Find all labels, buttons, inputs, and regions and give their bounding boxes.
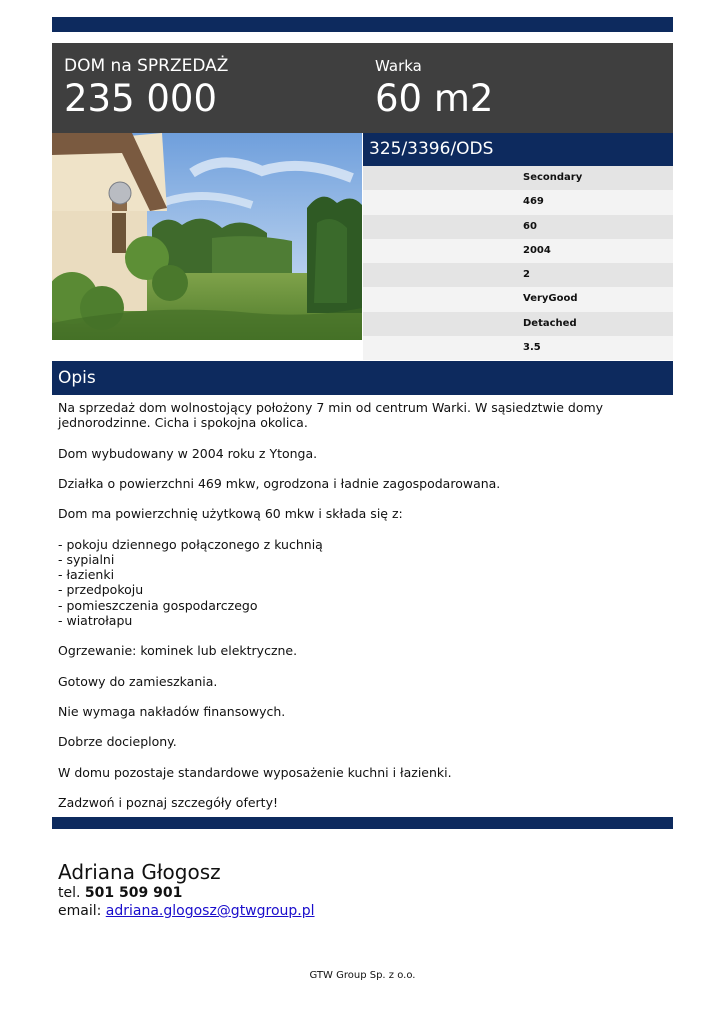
spec-row-value: 3.5: [363, 336, 673, 360]
room-item: - wiatrołapu: [58, 612, 133, 628]
room-item: - łazienki: [58, 567, 115, 583]
description-paragraph: Dobrze docieplony.: [58, 734, 177, 750]
bottom-accent-bar: [52, 817, 673, 829]
description-paragraph: Nie wymaga nakładów finansowych.: [58, 703, 286, 719]
listing-reference: 325/3396/ODS: [363, 133, 673, 166]
email-label: email:: [58, 903, 102, 919]
description-body: [58, 400, 658, 826]
phone-number: 501 509 901: [84, 885, 183, 901]
description-paragraph: W domu pozostaje standardowe wyposażenie kuchni i łazienki.: [58, 764, 452, 780]
listing-header: [52, 43, 673, 133]
description-paragraph: Dom ma powierzchnię użytkową 60 mkw i składa się z:: [58, 506, 403, 522]
area-value: 60 m2: [375, 77, 494, 120]
city-label: Warka: [375, 57, 422, 75]
header-left: [64, 55, 228, 121]
description-paragraph: Zadzwoń i poznaj szczegóły oferty!: [58, 795, 278, 811]
description-paragraph: Dom wybudowany w 2004 roku z Ytonga.: [58, 445, 318, 461]
spec-row-building-type: Detached: [363, 312, 673, 336]
room-item: - przedpokoju: [58, 582, 144, 598]
spec-row-rooms: 2: [363, 263, 673, 287]
footer-company: GTW Group Sp. z o.o.: [309, 970, 416, 981]
property-type-label: DOM na SPRZEDAŻ: [64, 56, 229, 76]
description-paragraph: Działka o powierzchni 469 mkw, ogrodzona i ładnie zagospodarowana.: [58, 475, 501, 491]
price-value: 235 000: [64, 77, 218, 120]
spec-row-floor-area: 60: [363, 215, 673, 239]
rooms-list: [58, 537, 658, 628]
room-item: - pokoju dziennego połączonego z kuchnią: [58, 536, 323, 552]
phone-label: tel.: [58, 885, 81, 901]
description-paragraph: Na sprzedaż dom wolnostojący położony 7 min od centrum Warki. W sąsiedztwie domy jednorodzinne. Cicha i spokojna okolica.: [58, 400, 604, 431]
description-paragraph: Gotowy do zamieszkania.: [58, 673, 218, 689]
header-right: [375, 55, 493, 121]
spec-row-year-built: 2004: [363, 239, 673, 263]
property-photo: [52, 133, 362, 340]
spec-row-market: Secondary: [363, 166, 673, 190]
description-paragraph: Ogrzewanie: kominek lub elektryczne.: [58, 643, 298, 659]
agent-email-line: [58, 902, 315, 920]
room-item: - pomieszczenia gospodarczego: [58, 597, 258, 613]
agent-contact: [58, 860, 315, 920]
room-item: - sypialni: [58, 551, 115, 567]
top-accent-bar: [52, 17, 673, 32]
description-heading: Opis: [52, 361, 673, 395]
email-link[interactable]: adriana.glogosz@gtwgroup.pl: [105, 903, 315, 919]
spec-row-condition: VeryGood: [363, 287, 673, 311]
specs-table: [363, 166, 673, 360]
agent-name: Adriana Głogosz: [58, 860, 221, 884]
agent-phone-line: [58, 884, 315, 902]
spec-row-plot-area: 469: [363, 190, 673, 214]
